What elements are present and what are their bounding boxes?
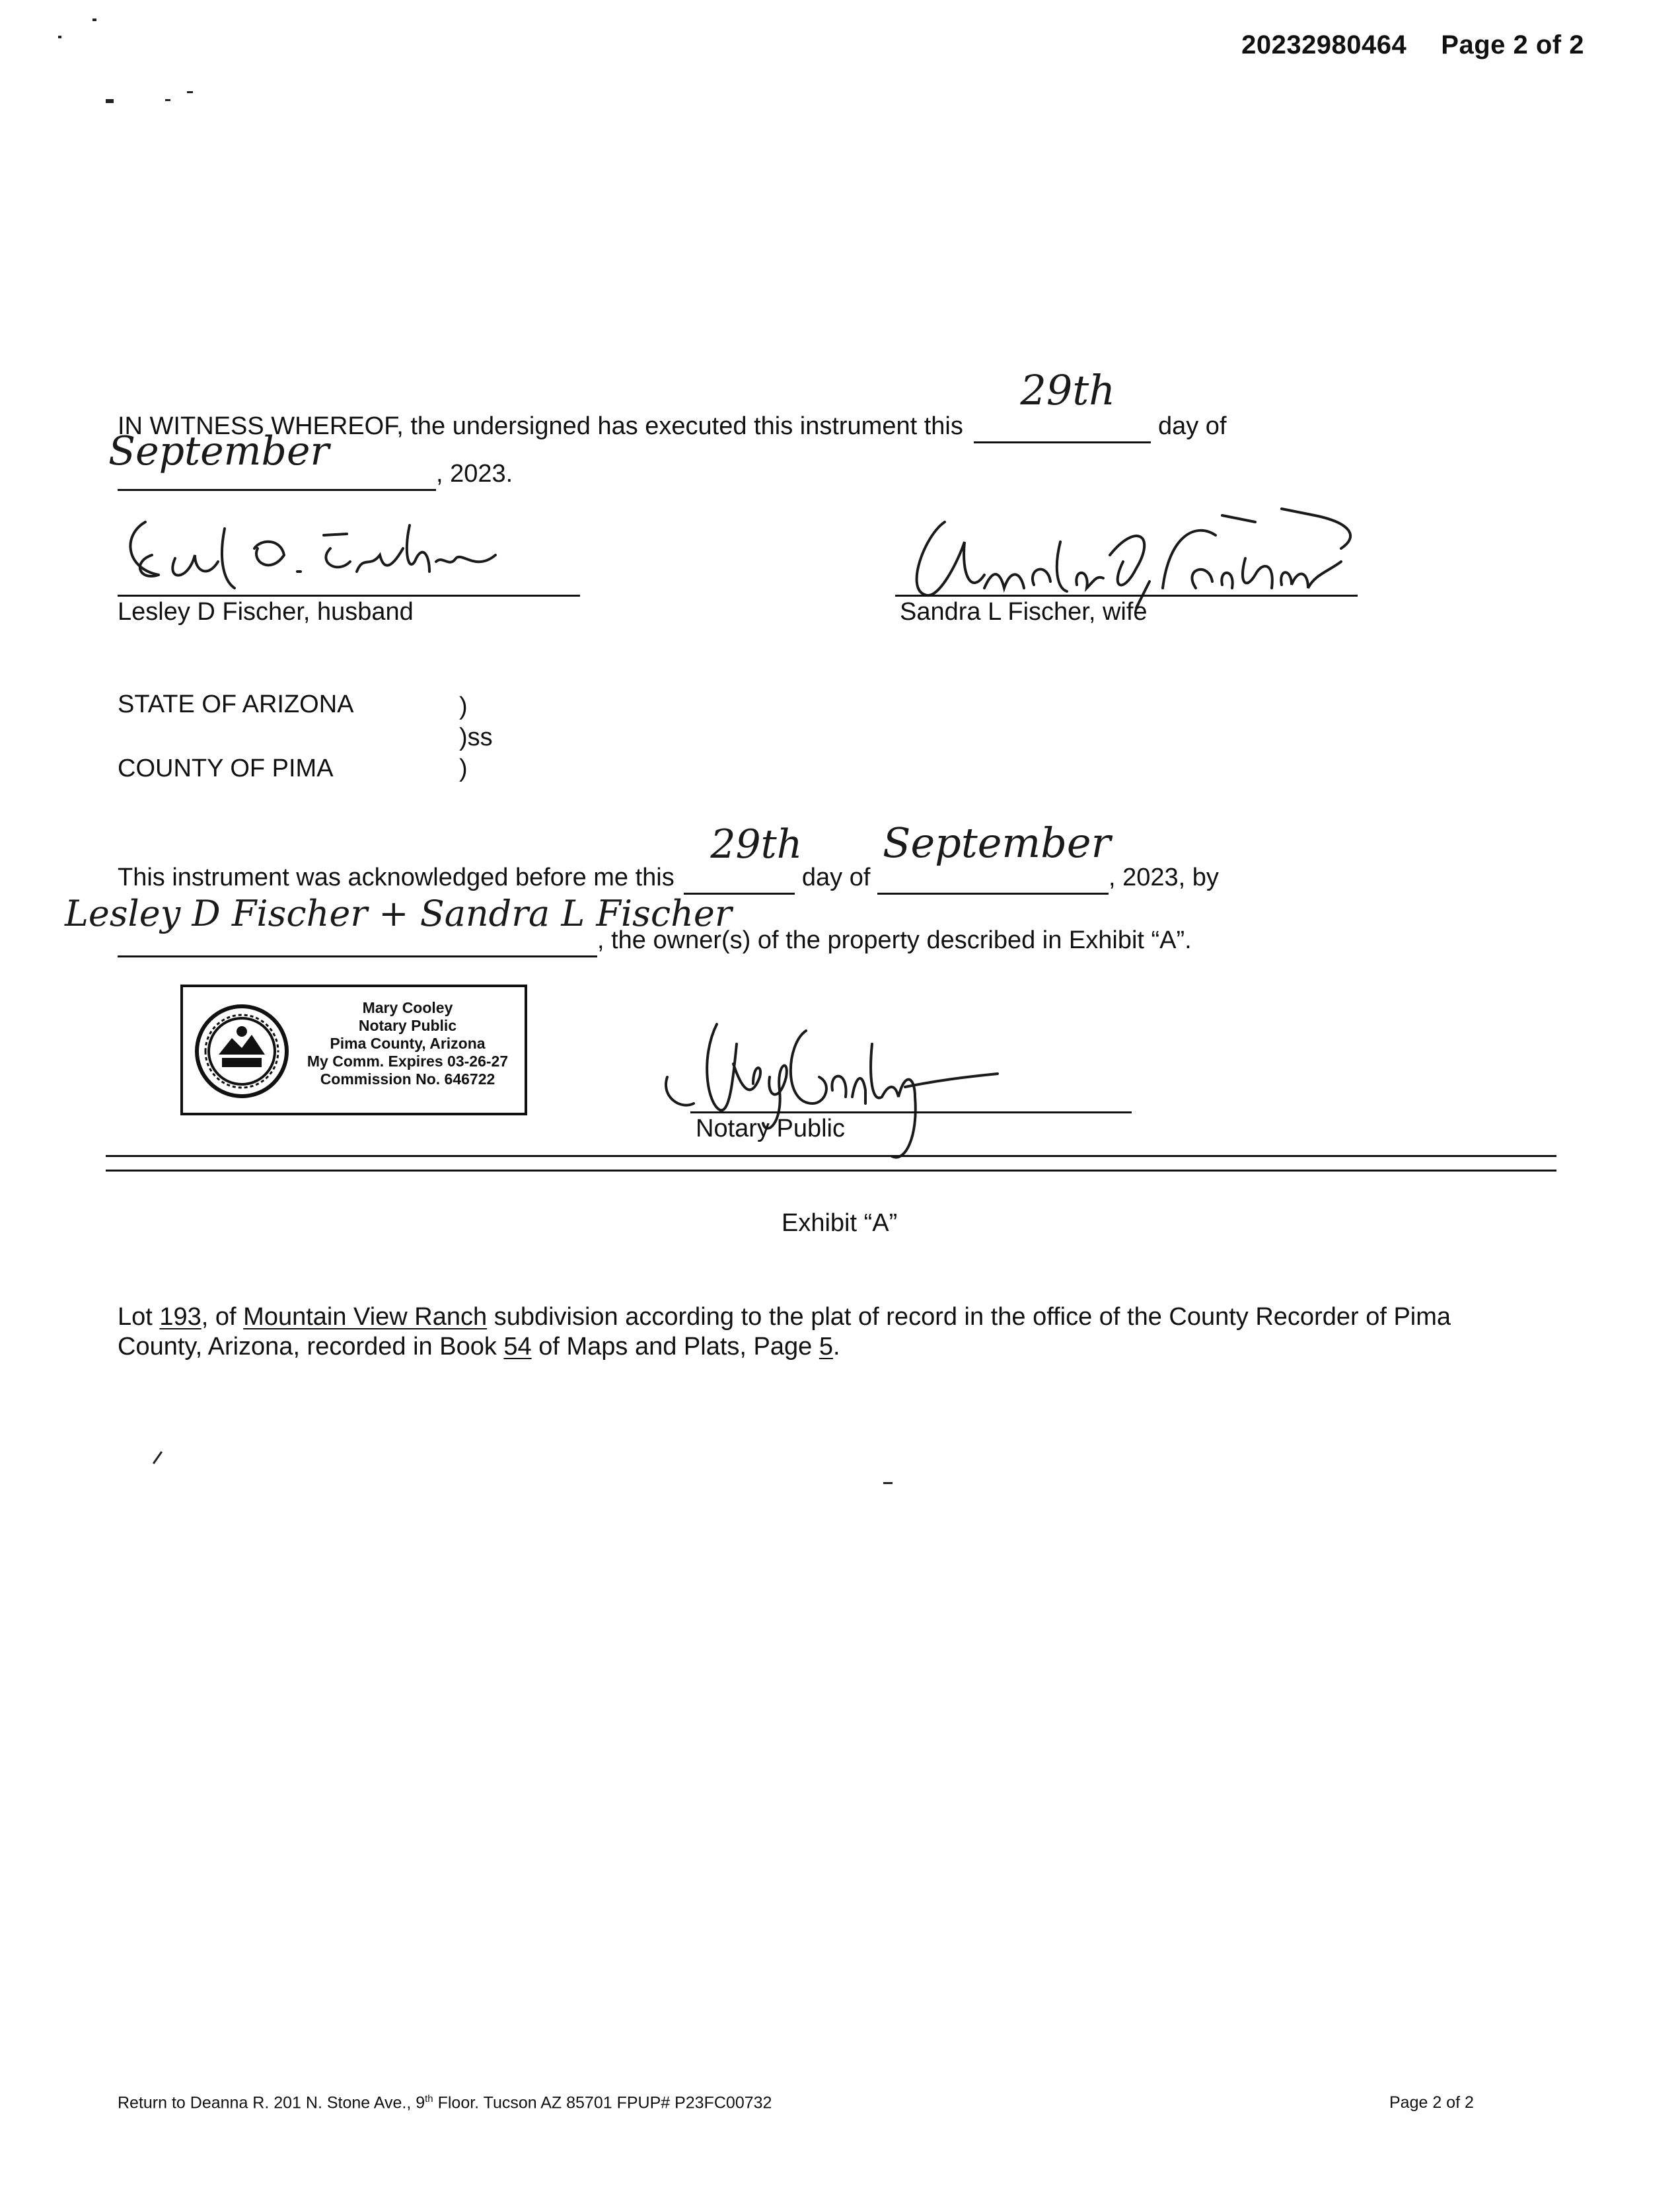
scan-speck bbox=[187, 91, 193, 93]
exhibit-subdivision: Mountain View Ranch bbox=[243, 1303, 488, 1331]
acknowledgment-month-handwritten: September bbox=[882, 819, 1111, 867]
acknowledgment-names-handwritten: Lesley D Fischer + Sandra L Fischer bbox=[65, 893, 732, 934]
husband-label: Lesley D Fischer, husband bbox=[118, 598, 414, 626]
acknowledgment-day-handwritten: 29th bbox=[710, 821, 803, 868]
scan-speck bbox=[58, 36, 61, 38]
witness-day-handwritten: 29th bbox=[1020, 366, 1116, 414]
divider-top bbox=[106, 1155, 1556, 1157]
scan-speck bbox=[153, 1451, 163, 1464]
footer-page-label: Page 2 of 2 bbox=[1389, 2093, 1474, 2112]
acknowledgment-month-blank bbox=[877, 819, 1111, 895]
exhibit-text-of: , of bbox=[201, 1303, 244, 1331]
witness-year: , 2023. bbox=[436, 460, 513, 488]
recording-header bbox=[1241, 30, 1584, 60]
venue-paren-bottom: ) bbox=[459, 755, 468, 782]
exhibit-lot-number: 193 bbox=[159, 1303, 201, 1331]
scan-speck bbox=[106, 99, 114, 103]
acknowledgment-clause bbox=[118, 819, 1219, 895]
notary-stamp-commission: Commission No. 646722 bbox=[320, 1070, 495, 1088]
exhibit-text-end: . bbox=[832, 1333, 840, 1361]
witness-month-handwritten: September bbox=[108, 428, 330, 474]
acknowledgment-names-line bbox=[65, 893, 1192, 957]
scan-speck bbox=[165, 99, 170, 101]
divider-bottom bbox=[106, 1170, 1556, 1172]
witness-month-line bbox=[108, 428, 513, 491]
husband-signature bbox=[119, 509, 542, 595]
witness-month-blank bbox=[108, 428, 436, 491]
scan-speck bbox=[92, 19, 96, 21]
acknowledgment-day-of: day of bbox=[801, 864, 871, 891]
exhibit-text-mid: subdivision according to the plat of record in the office of the County Recorder of Pima bbox=[487, 1303, 1451, 1331]
exhibit-page: 5 bbox=[819, 1333, 833, 1361]
venue-state: STATE OF ARIZONA bbox=[118, 690, 354, 718]
notary-stamp bbox=[180, 985, 527, 1115]
wife-label: Sandra L Fischer, wife bbox=[900, 598, 1148, 626]
exhibit-line2-prefix: County, Arizona, recorded in Book bbox=[118, 1333, 504, 1361]
notary-stamp-title: Notary Public bbox=[358, 1017, 457, 1034]
venue-paren-top: ) bbox=[459, 692, 468, 720]
footer-return-suffix: Floor. Tucson AZ 85701 FPUP# P23FC00732 bbox=[433, 2093, 772, 2112]
acknowledgment-owner-text: , the owner(s) of the property described in Exhibit “A”. bbox=[597, 926, 1192, 954]
witness-text: IN WITNESS WHEREOF, the undersigned has executed this instrument this bbox=[118, 412, 963, 440]
notary-stamp-expires: My Comm. Expires 03-26-27 bbox=[307, 1053, 509, 1070]
notary-signature bbox=[654, 1004, 1090, 1170]
exhibit-title: Exhibit “A” bbox=[782, 1209, 898, 1237]
scan-speck bbox=[883, 1482, 893, 1484]
exhibit-text-maps: of Maps and Plats, Page bbox=[531, 1333, 819, 1361]
exhibit-legal-line-2 bbox=[118, 1331, 840, 1362]
page-indicator: Page 2 of 2 bbox=[1441, 30, 1584, 59]
witness-day-blank bbox=[974, 366, 1151, 443]
acknowledgment-year: , 2023, by bbox=[1108, 864, 1219, 891]
footer-return-sup: th bbox=[425, 2093, 433, 2105]
notary-public-label: Notary Public bbox=[696, 1115, 845, 1142]
acknowledgment-names-blank bbox=[65, 893, 732, 957]
notary-stamp-county: Pima County, Arizona bbox=[330, 1035, 486, 1052]
arizona-seal-icon bbox=[192, 1002, 291, 1101]
acknowledgment-day-blank bbox=[684, 821, 803, 895]
wife-signature bbox=[885, 496, 1401, 654]
recording-number: 20232980464 bbox=[1241, 30, 1407, 59]
notary-stamp-name: Mary Cooley bbox=[362, 999, 453, 1016]
footer-return-address bbox=[118, 2089, 772, 2112]
venue-county: COUNTY OF PIMA bbox=[118, 755, 334, 782]
venue-ss: )ss bbox=[459, 724, 493, 751]
witness-day-of: day of bbox=[1157, 412, 1227, 440]
exhibit-lot-prefix: Lot bbox=[118, 1303, 160, 1331]
footer-return-prefix: Return to Deanna R. 201 N. Stone Ave., 9 bbox=[118, 2093, 425, 2112]
acknowledgment-text: This instrument was acknowledged before me this bbox=[118, 864, 675, 891]
notary-stamp-text bbox=[295, 999, 520, 1088]
exhibit-book: 54 bbox=[503, 1333, 532, 1361]
exhibit-legal-line-1 bbox=[118, 1302, 1451, 1332]
